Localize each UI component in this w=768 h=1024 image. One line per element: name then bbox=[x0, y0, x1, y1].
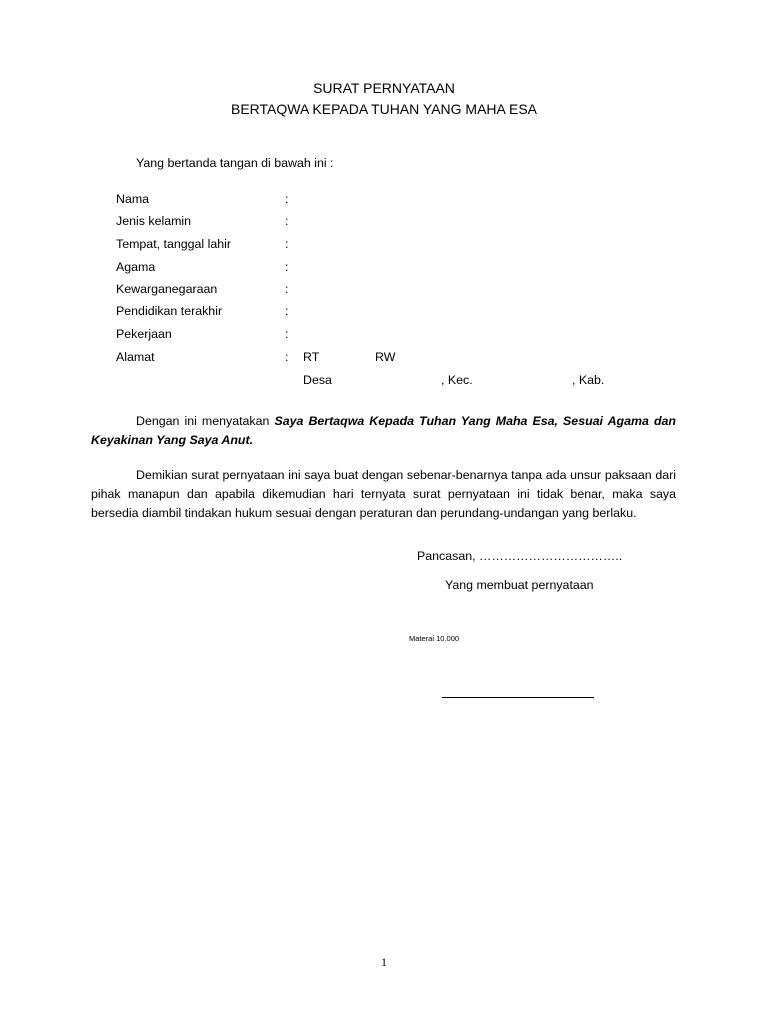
field-colon: : bbox=[285, 237, 289, 251]
field-colon: : bbox=[285, 304, 289, 318]
intro-text: Yang bertanda tangan di bawah ini : bbox=[136, 156, 334, 170]
document-subtitle: BERTAQWA KEPADA TUHAN YANG MAHA ESA bbox=[230, 101, 537, 117]
signature-line bbox=[442, 697, 594, 698]
field-label-jenis-kelamin: Jenis kelamin bbox=[116, 214, 192, 228]
field-label-kewarganegaraan: Kewarganegaraan bbox=[116, 282, 218, 296]
field-label-alamat: Alamat bbox=[116, 350, 155, 364]
address-kab-label: , Kab. bbox=[572, 373, 605, 387]
field-colon: : bbox=[285, 282, 289, 296]
stamp-duty-label: Materai 10.000 bbox=[409, 634, 460, 643]
field-label-pekerjaan: Pekerjaan bbox=[116, 327, 172, 341]
page-number: 1 bbox=[381, 955, 387, 969]
field-colon: : bbox=[285, 350, 289, 364]
address-rw-label: RW bbox=[375, 350, 396, 364]
place-date: Pancasan, …………………………….. bbox=[417, 549, 623, 563]
statement-lead: Dengan ini menyatakan bbox=[136, 414, 275, 428]
statement-paragraph bbox=[91, 412, 676, 450]
signature-maker-label: Yang membuat pernyataan bbox=[445, 578, 594, 592]
document-title: SURAT PERNYATAAN bbox=[313, 80, 455, 96]
address-rt-label: RT bbox=[303, 350, 320, 364]
field-colon: : bbox=[285, 192, 289, 206]
address-desa-label: Desa bbox=[303, 373, 332, 387]
field-colon: : bbox=[285, 214, 289, 228]
field-label-tempat-tanggal-lahir: Tempat, tanggal lahir bbox=[116, 237, 232, 251]
field-label-nama: Nama bbox=[116, 192, 150, 206]
field-colon: : bbox=[285, 327, 289, 341]
field-label-agama: Agama bbox=[116, 260, 156, 274]
field-colon: : bbox=[285, 260, 289, 274]
field-label-pendidikan-terakhir: Pendidikan terakhir bbox=[116, 304, 223, 318]
address-kec-label: , Kec. bbox=[441, 373, 473, 387]
closing-paragraph: Demikian surat pernyataan ini saya buat dengan sebenar-benarnya tanpa ada unsur paksaan dari pihak manapun dan apabila dikemudian hari ternyata surat pernyataan ini tidak benar, maka saya bersedia diambil tindakan hukum sesuai dengan peraturan dan perundang-undangan yang berlaku. bbox=[91, 468, 676, 520]
statement-emphasis: Saya Bertaqwa Kepada Tuhan Yang Maha Esa, Sesuai Agama dan Keyakinan Yang Saya Anut. bbox=[91, 414, 676, 447]
